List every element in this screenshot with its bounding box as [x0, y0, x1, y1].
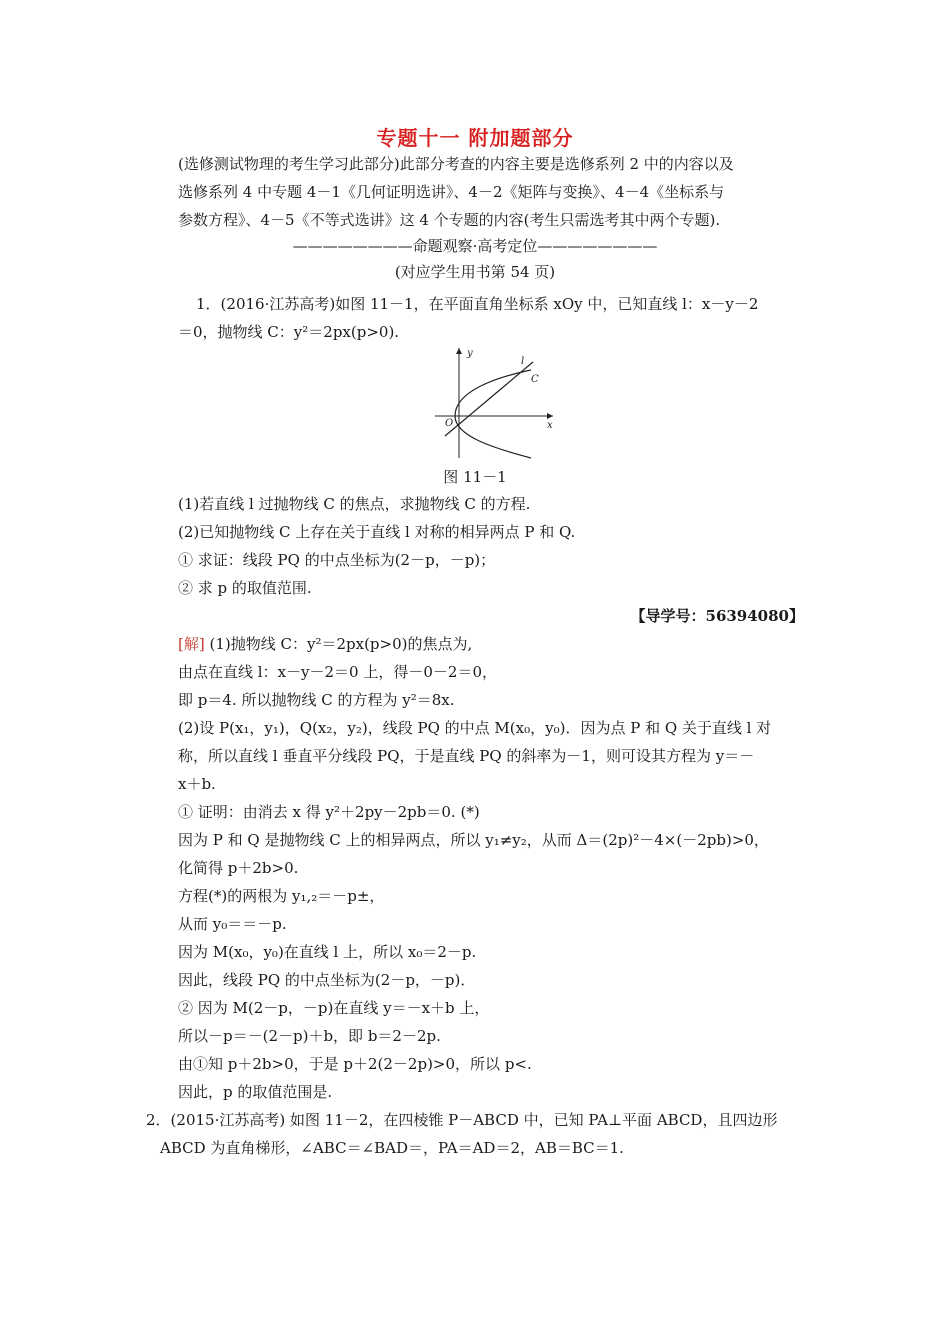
- solution-line-11: 因为 M(x₀，y₀)在直线 l 上，所以 x₀＝2－p.: [178, 943, 477, 961]
- solution-line-7: 因为 P 和 Q 是抛物线 C 上的相异两点，所以 y₁≠y₂，从而 Δ＝(2p)²－4×(－2pb)>0，: [178, 831, 769, 849]
- parabola-line-figure: [433, 340, 561, 460]
- solution-line-6: ① 证明：由消去 x 得 y²＋2py－2pb＝0. (*): [178, 803, 480, 821]
- problem1-stem-line-1: 1．(2016·江苏高考)如图 11－1，在平面直角坐标系 xOy 中，已知直线 l：x－y－2: [196, 295, 759, 313]
- question-2: (2)已知抛物线 C 上存在关于直线 l 对称的相异两点 P 和 Q.: [178, 523, 576, 541]
- problem1-stem-line-2: ＝0，抛物线 C：y²＝2px(p>0).: [178, 323, 400, 341]
- guide-number: 【导学号：56394080】: [630, 607, 804, 625]
- solution-line-8: 化简得 p＋2b>0.: [178, 859, 299, 877]
- problem2-line-2: ABCD 为直角梯形，∠ABC＝∠BAD＝，PA＝AD＝2，AB＝BC＝1.: [160, 1139, 624, 1157]
- question-2-part-2: ② 求 p 的取值范围.: [178, 579, 312, 597]
- solution-line-0: [178, 634, 472, 654]
- solution-tag: [解]: [178, 635, 205, 653]
- solution-line-14: 所以－p＝－(2－p)＋b，即 b＝2－2p.: [178, 1027, 441, 1045]
- curve-label: C: [531, 374, 539, 385]
- solution-first-text: (1)抛物线 C：y²＝2px(p>0)的焦点为,: [204, 635, 473, 653]
- solution-line-13: ② 因为 M(2－p，－p)在直线 y＝－x＋b 上，: [178, 999, 490, 1017]
- solution-line-3: (2)设 P(x₁，y₁)，Q(x₂，y₂)，线段 PQ 的中点 M(x₀，y₀)．因为点 P 和 Q 关于直线 l 对: [178, 719, 772, 737]
- book-reference: (对应学生用书第 54 页): [394, 263, 556, 281]
- intro-line-1: (选修测试物理的考生学习此部分)此部分考查的内容主要是选修系列 2 中的内容以及: [178, 155, 734, 173]
- page-title: 专题十一 附加题部分: [376, 126, 574, 150]
- solution-line-16: 因此，p 的取值范围是.: [178, 1083, 333, 1101]
- solution-line-1: 由点在直线 l：x－y－2＝0 上，得－0－2＝0，: [178, 663, 497, 681]
- solution-line-9: 方程(*)的两根为 y₁,₂＝－p±，: [178, 887, 385, 905]
- question-2-part-1: ① 求证：线段 PQ 的中点坐标为(2－p，－p)；: [178, 551, 496, 569]
- solution-line-4: 称，所以直线 l 垂直平分线段 PQ，于是直线 PQ 的斜率为－1，则可设其方程为 y＝－: [178, 747, 755, 765]
- x-axis-label: x: [547, 420, 553, 431]
- solution-line-15: 由①知 p＋2b>0，于是 p＋2(2－2p)>0，所以 p<.: [178, 1055, 532, 1073]
- solution-line-12: 因此，线段 PQ 的中点坐标为(2－p，－p)．: [178, 971, 476, 989]
- line-label: l: [521, 356, 525, 367]
- parabola-curve: [455, 370, 531, 458]
- line-l: [445, 362, 533, 436]
- y-axis-label: y: [467, 348, 473, 359]
- problem2-line-1: 2．(2015·江苏高考) 如图 11－2，在四棱锥 P－ABCD 中，已知 PA⊥平面 ABCD，且四边形: [146, 1111, 778, 1129]
- x-axis-arrow: [547, 413, 553, 419]
- solution-line-10: 从而 y₀＝＝－p.: [178, 915, 287, 933]
- y-axis-arrow: [456, 348, 462, 354]
- intro-line-3: 参数方程》、4－5《不等式选讲》这 4 个专题的内容(考生只需选考其中两个专题).: [178, 211, 721, 229]
- section-header: ————————命题观察·高考定位————————: [292, 237, 658, 255]
- solution-line-2: 即 p＝4. 所以抛物线 C 的方程为 y²＝8x.: [178, 691, 455, 709]
- origin-label: O: [445, 418, 454, 429]
- solution-line-5: x＋b.: [178, 775, 216, 793]
- intro-line-2: 选修系列 4 中专题 4－1《几何证明选讲》、4－2《矩阵与变换》、4－4《坐标系与: [178, 183, 725, 201]
- question-1: (1)若直线 l 过抛物线 C 的焦点，求抛物线 C 的方程.: [178, 495, 531, 513]
- figure-caption: 图 11－1: [443, 468, 507, 486]
